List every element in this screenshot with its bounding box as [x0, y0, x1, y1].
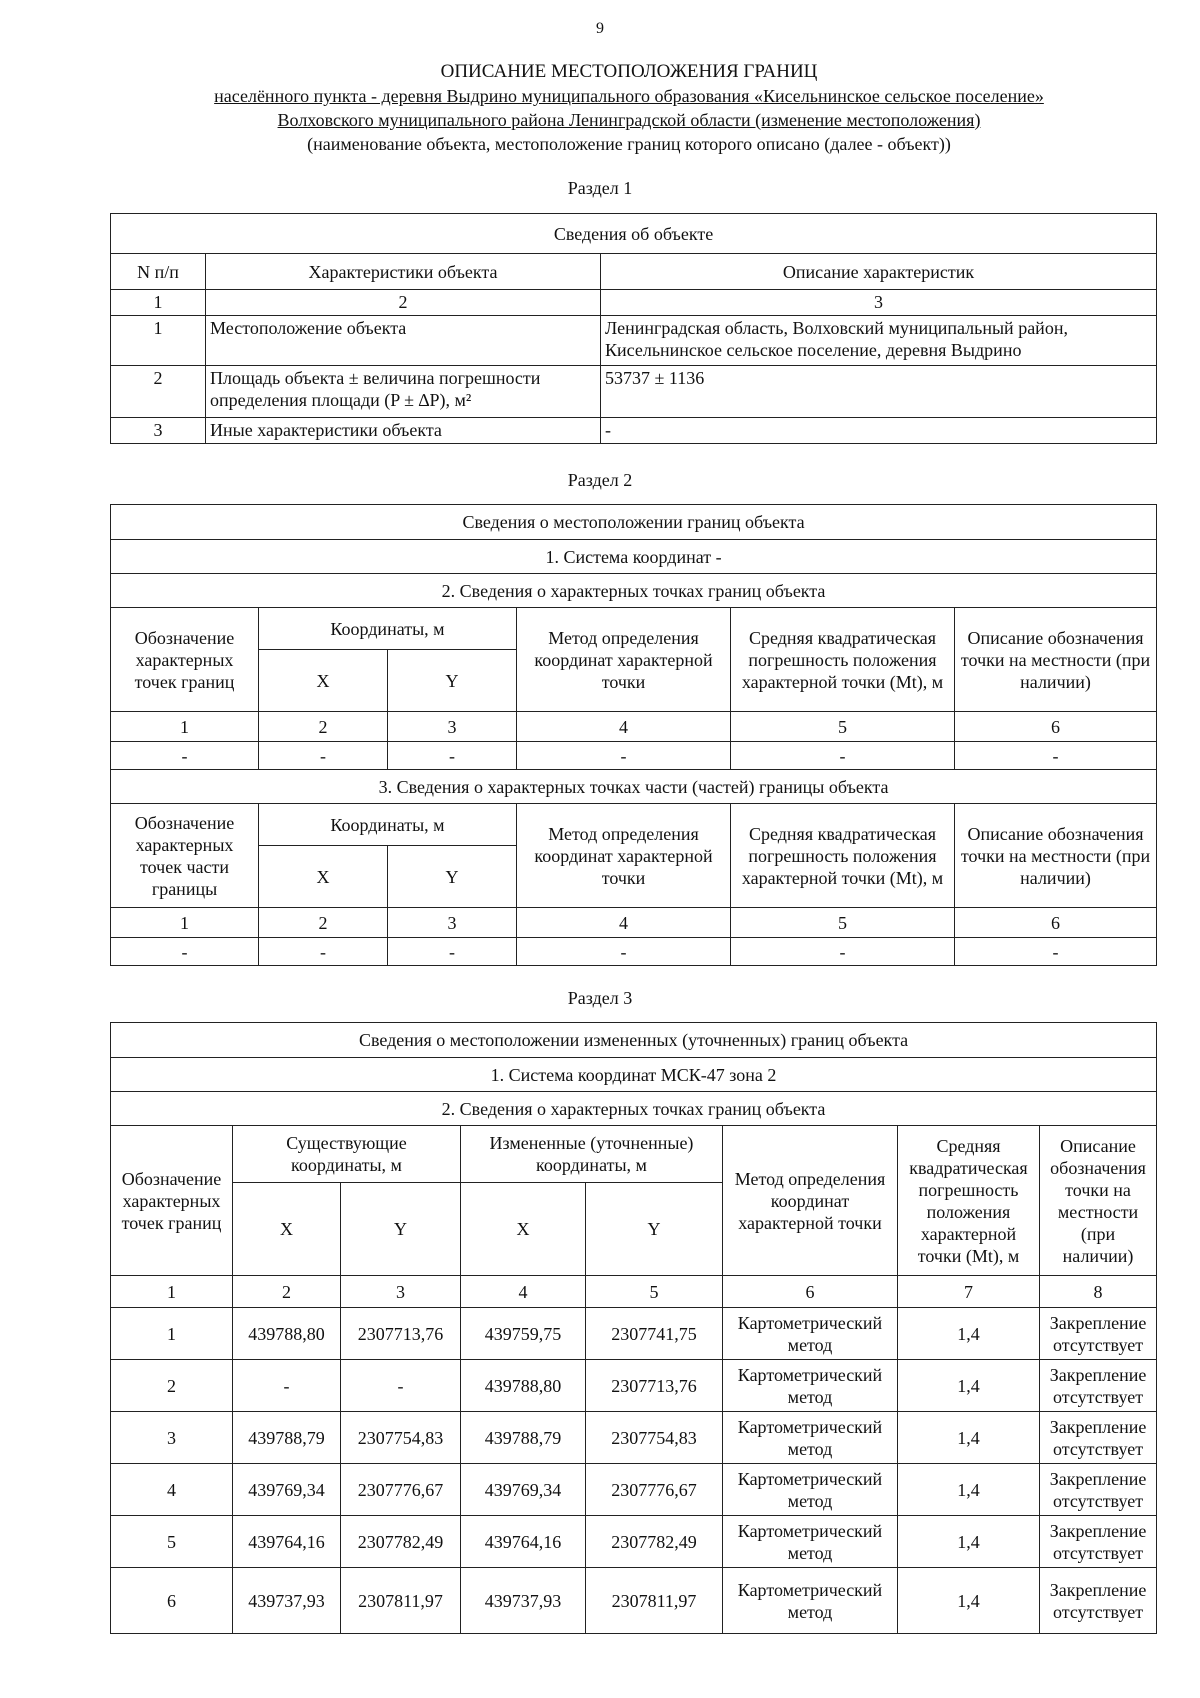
method: Картометрический метод: [723, 1568, 898, 1634]
table-row: [111, 1568, 1157, 1634]
table-row: [111, 316, 1157, 366]
column-header: Координаты, м: [259, 608, 517, 650]
method: Картометрический метод: [723, 1308, 898, 1360]
column-number: 5: [731, 712, 955, 742]
column-header: Характеристики объекта: [206, 254, 601, 290]
method: Картометрический метод: [723, 1412, 898, 1464]
column-number: 1: [111, 712, 259, 742]
mt-value: 1,4: [898, 1360, 1040, 1412]
column-number: 4: [517, 712, 731, 742]
existing-y: -: [341, 1360, 461, 1412]
cell-dash: -: [259, 742, 388, 770]
characteristic-value: 53737 ± 1136: [601, 366, 1157, 418]
mt-value: 1,4: [898, 1568, 1040, 1634]
section3-caption: Сведения о местоположении измененных (уточненных) границ объекта: [111, 1023, 1157, 1058]
characteristic-value: -: [601, 418, 1157, 444]
column-number: 5: [586, 1276, 723, 1308]
section2-table: [110, 504, 1157, 966]
subsection-title: 3. Сведения о характерных точках части (частей) границы объекта: [111, 770, 1157, 804]
changed-x: 439764,16: [461, 1516, 586, 1568]
column-number: 3: [601, 290, 1157, 316]
document-subtitle-line2: Волховского муниципального района Ленинградской области (изменение местоположения): [277, 110, 981, 130]
characteristic-name: Местоположение объекта: [206, 316, 601, 366]
column-header: Обозначение характерных точек границ: [111, 608, 259, 712]
existing-x: 439788,80: [233, 1308, 341, 1360]
cell-dash: -: [955, 938, 1157, 966]
changed-x: 439788,80: [461, 1360, 586, 1412]
column-header: Средняя квадратическая погрешность положения характерной точки (Mt), м: [898, 1126, 1040, 1276]
column-header: X: [461, 1183, 586, 1276]
column-header: X: [259, 846, 388, 908]
mt-value: 1,4: [898, 1308, 1040, 1360]
column-header: Существующие координаты, м: [233, 1126, 461, 1183]
point-description: Закрепление отсутствует: [1040, 1308, 1157, 1360]
table-row: [111, 1464, 1157, 1516]
coordinate-system: 1. Система координат МСК-47 зона 2: [111, 1058, 1157, 1092]
column-number: 2: [259, 712, 388, 742]
document-header: [110, 60, 1148, 156]
table-row: [111, 418, 1157, 444]
document-title: ОПИСАНИЕ МЕСТОПОЛОЖЕНИЯ ГРАНИЦ: [440, 61, 818, 82]
existing-y: 2307811,97: [341, 1568, 461, 1634]
column-header: Обозначение характерных точек части границы: [111, 804, 259, 908]
changed-y: 2307713,76: [586, 1360, 723, 1412]
existing-y: 2307713,76: [341, 1308, 461, 1360]
section1-label: Раздел 1: [567, 178, 633, 198]
point-number: 1: [111, 1308, 233, 1360]
changed-x: 439737,93: [461, 1568, 586, 1634]
changed-y: 2307811,97: [586, 1568, 723, 1634]
column-header: Описание характеристик: [601, 254, 1157, 290]
changed-y: 2307754,83: [586, 1412, 723, 1464]
cell-dash: -: [111, 742, 259, 770]
point-description: Закрепление отсутствует: [1040, 1360, 1157, 1412]
page-number: 9: [596, 20, 604, 37]
row-number: 1: [111, 316, 206, 366]
cell-dash: -: [731, 938, 955, 966]
cell-dash: -: [731, 742, 955, 770]
coordinate-system: 1. Система координат -: [111, 540, 1157, 574]
column-number: 1: [111, 1276, 233, 1308]
column-number: 8: [1040, 1276, 1157, 1308]
table-row: [111, 1516, 1157, 1568]
point-number: 2: [111, 1360, 233, 1412]
existing-y: 2307776,67: [341, 1464, 461, 1516]
existing-x: -: [233, 1360, 341, 1412]
point-description: Закрепление отсутствует: [1040, 1412, 1157, 1464]
row-number: 2: [111, 366, 206, 418]
characteristic-name: Иные характеристики объекта: [206, 418, 601, 444]
method: Картометрический метод: [723, 1464, 898, 1516]
column-number: 5: [731, 908, 955, 938]
table-row: [111, 742, 1157, 770]
column-number: 2: [233, 1276, 341, 1308]
column-header: Y: [388, 650, 517, 712]
row-number: 3: [111, 418, 206, 444]
section3-label: Раздел 3: [567, 988, 633, 1008]
table-row: [111, 1308, 1157, 1360]
section3-table: [110, 1022, 1157, 1634]
point-description: Закрепление отсутствует: [1040, 1516, 1157, 1568]
existing-x: 439788,79: [233, 1412, 341, 1464]
table-row: [111, 366, 1157, 418]
existing-x: 439769,34: [233, 1464, 341, 1516]
column-number: 7: [898, 1276, 1040, 1308]
existing-x: 439737,93: [233, 1568, 341, 1634]
changed-x: 439788,79: [461, 1412, 586, 1464]
subsection-title: 2. Сведения о характерных точках границ объекта: [111, 1092, 1157, 1126]
column-header: Метод определения координат характерной точки: [517, 804, 731, 908]
column-number: 1: [111, 908, 259, 938]
mt-value: 1,4: [898, 1464, 1040, 1516]
point-description: Закрепление отсутствует: [1040, 1464, 1157, 1516]
changed-y: 2307776,67: [586, 1464, 723, 1516]
point-number: 4: [111, 1464, 233, 1516]
changed-y: 2307782,49: [586, 1516, 723, 1568]
column-number: 6: [955, 908, 1157, 938]
column-header: Метод определения координат характерной точки: [517, 608, 731, 712]
column-number: 3: [388, 908, 517, 938]
column-header: Средняя квадратическая погрешность положения характерной точки (Mt), м: [731, 804, 955, 908]
cell-dash: -: [388, 742, 517, 770]
column-header: Описание обозначения точки на местности (при наличии): [955, 608, 1157, 712]
cell-dash: -: [388, 938, 517, 966]
column-header: Метод определения координат характерной точки: [723, 1126, 898, 1276]
section2-caption: Сведения о местоположении границ объекта: [111, 505, 1157, 540]
table-row: [111, 1412, 1157, 1464]
document-note: (наименование объекта, местоположение границ которого описано (далее - объект)): [307, 134, 951, 154]
section1-caption: Сведения об объекте: [111, 214, 1157, 254]
characteristic-name: Площадь объекта ± величина погрешности определения площади (P ± ∆P), м²: [206, 366, 601, 418]
column-number: 2: [206, 290, 601, 316]
column-number: 4: [517, 908, 731, 938]
section2-label: Раздел 2: [567, 470, 633, 490]
method: Картометрический метод: [723, 1360, 898, 1412]
column-header: Y: [388, 846, 517, 908]
mt-value: 1,4: [898, 1516, 1040, 1568]
cell-dash: -: [259, 938, 388, 966]
point-number: 3: [111, 1412, 233, 1464]
column-header: Описание обозначения точки на местности (при наличии): [1040, 1126, 1157, 1276]
column-header: Описание обозначения точки на местности (при наличии): [955, 804, 1157, 908]
cell-dash: -: [517, 742, 731, 770]
subsection-title: 2. Сведения о характерных точках границ объекта: [111, 574, 1157, 608]
table-row: [111, 938, 1157, 966]
characteristic-value: Ленинградская область, Волховский муниципальный район, Кисельнинское сельское поселение, деревня Выдрино: [601, 316, 1157, 366]
document-subtitle-line1: населённого пункта - деревня Выдрино муниципального образования «Кисельнинское сельское поселение»: [214, 86, 1044, 106]
column-header: N п/п: [111, 254, 206, 290]
column-number: 4: [461, 1276, 586, 1308]
point-number: 5: [111, 1516, 233, 1568]
changed-x: 439759,75: [461, 1308, 586, 1360]
method: Картометрический метод: [723, 1516, 898, 1568]
column-number: 2: [259, 908, 388, 938]
changed-x: 439769,34: [461, 1464, 586, 1516]
cell-dash: -: [517, 938, 731, 966]
existing-x: 439764,16: [233, 1516, 341, 1568]
column-number: 1: [111, 290, 206, 316]
column-header: Координаты, м: [259, 804, 517, 846]
column-header: Y: [586, 1183, 723, 1276]
column-header: X: [233, 1183, 341, 1276]
column-header: Обозначение характерных точек границ: [111, 1126, 233, 1276]
column-number: 6: [723, 1276, 898, 1308]
cell-dash: -: [111, 938, 259, 966]
existing-y: 2307754,83: [341, 1412, 461, 1464]
section1-table: [110, 213, 1157, 444]
point-number: 6: [111, 1568, 233, 1634]
point-description: Закрепление отсутствует: [1040, 1568, 1157, 1634]
table-row: [111, 1360, 1157, 1412]
cell-dash: -: [955, 742, 1157, 770]
column-number: 3: [388, 712, 517, 742]
column-header: Y: [341, 1183, 461, 1276]
column-header: Средняя квадратическая погрешность положения характерной точки (Mt), м: [731, 608, 955, 712]
column-number: 6: [955, 712, 1157, 742]
existing-y: 2307782,49: [341, 1516, 461, 1568]
column-header: X: [259, 650, 388, 712]
column-header: Измененные (уточненные) координаты, м: [461, 1126, 723, 1183]
mt-value: 1,4: [898, 1412, 1040, 1464]
changed-y: 2307741,75: [586, 1308, 723, 1360]
column-number: 3: [341, 1276, 461, 1308]
